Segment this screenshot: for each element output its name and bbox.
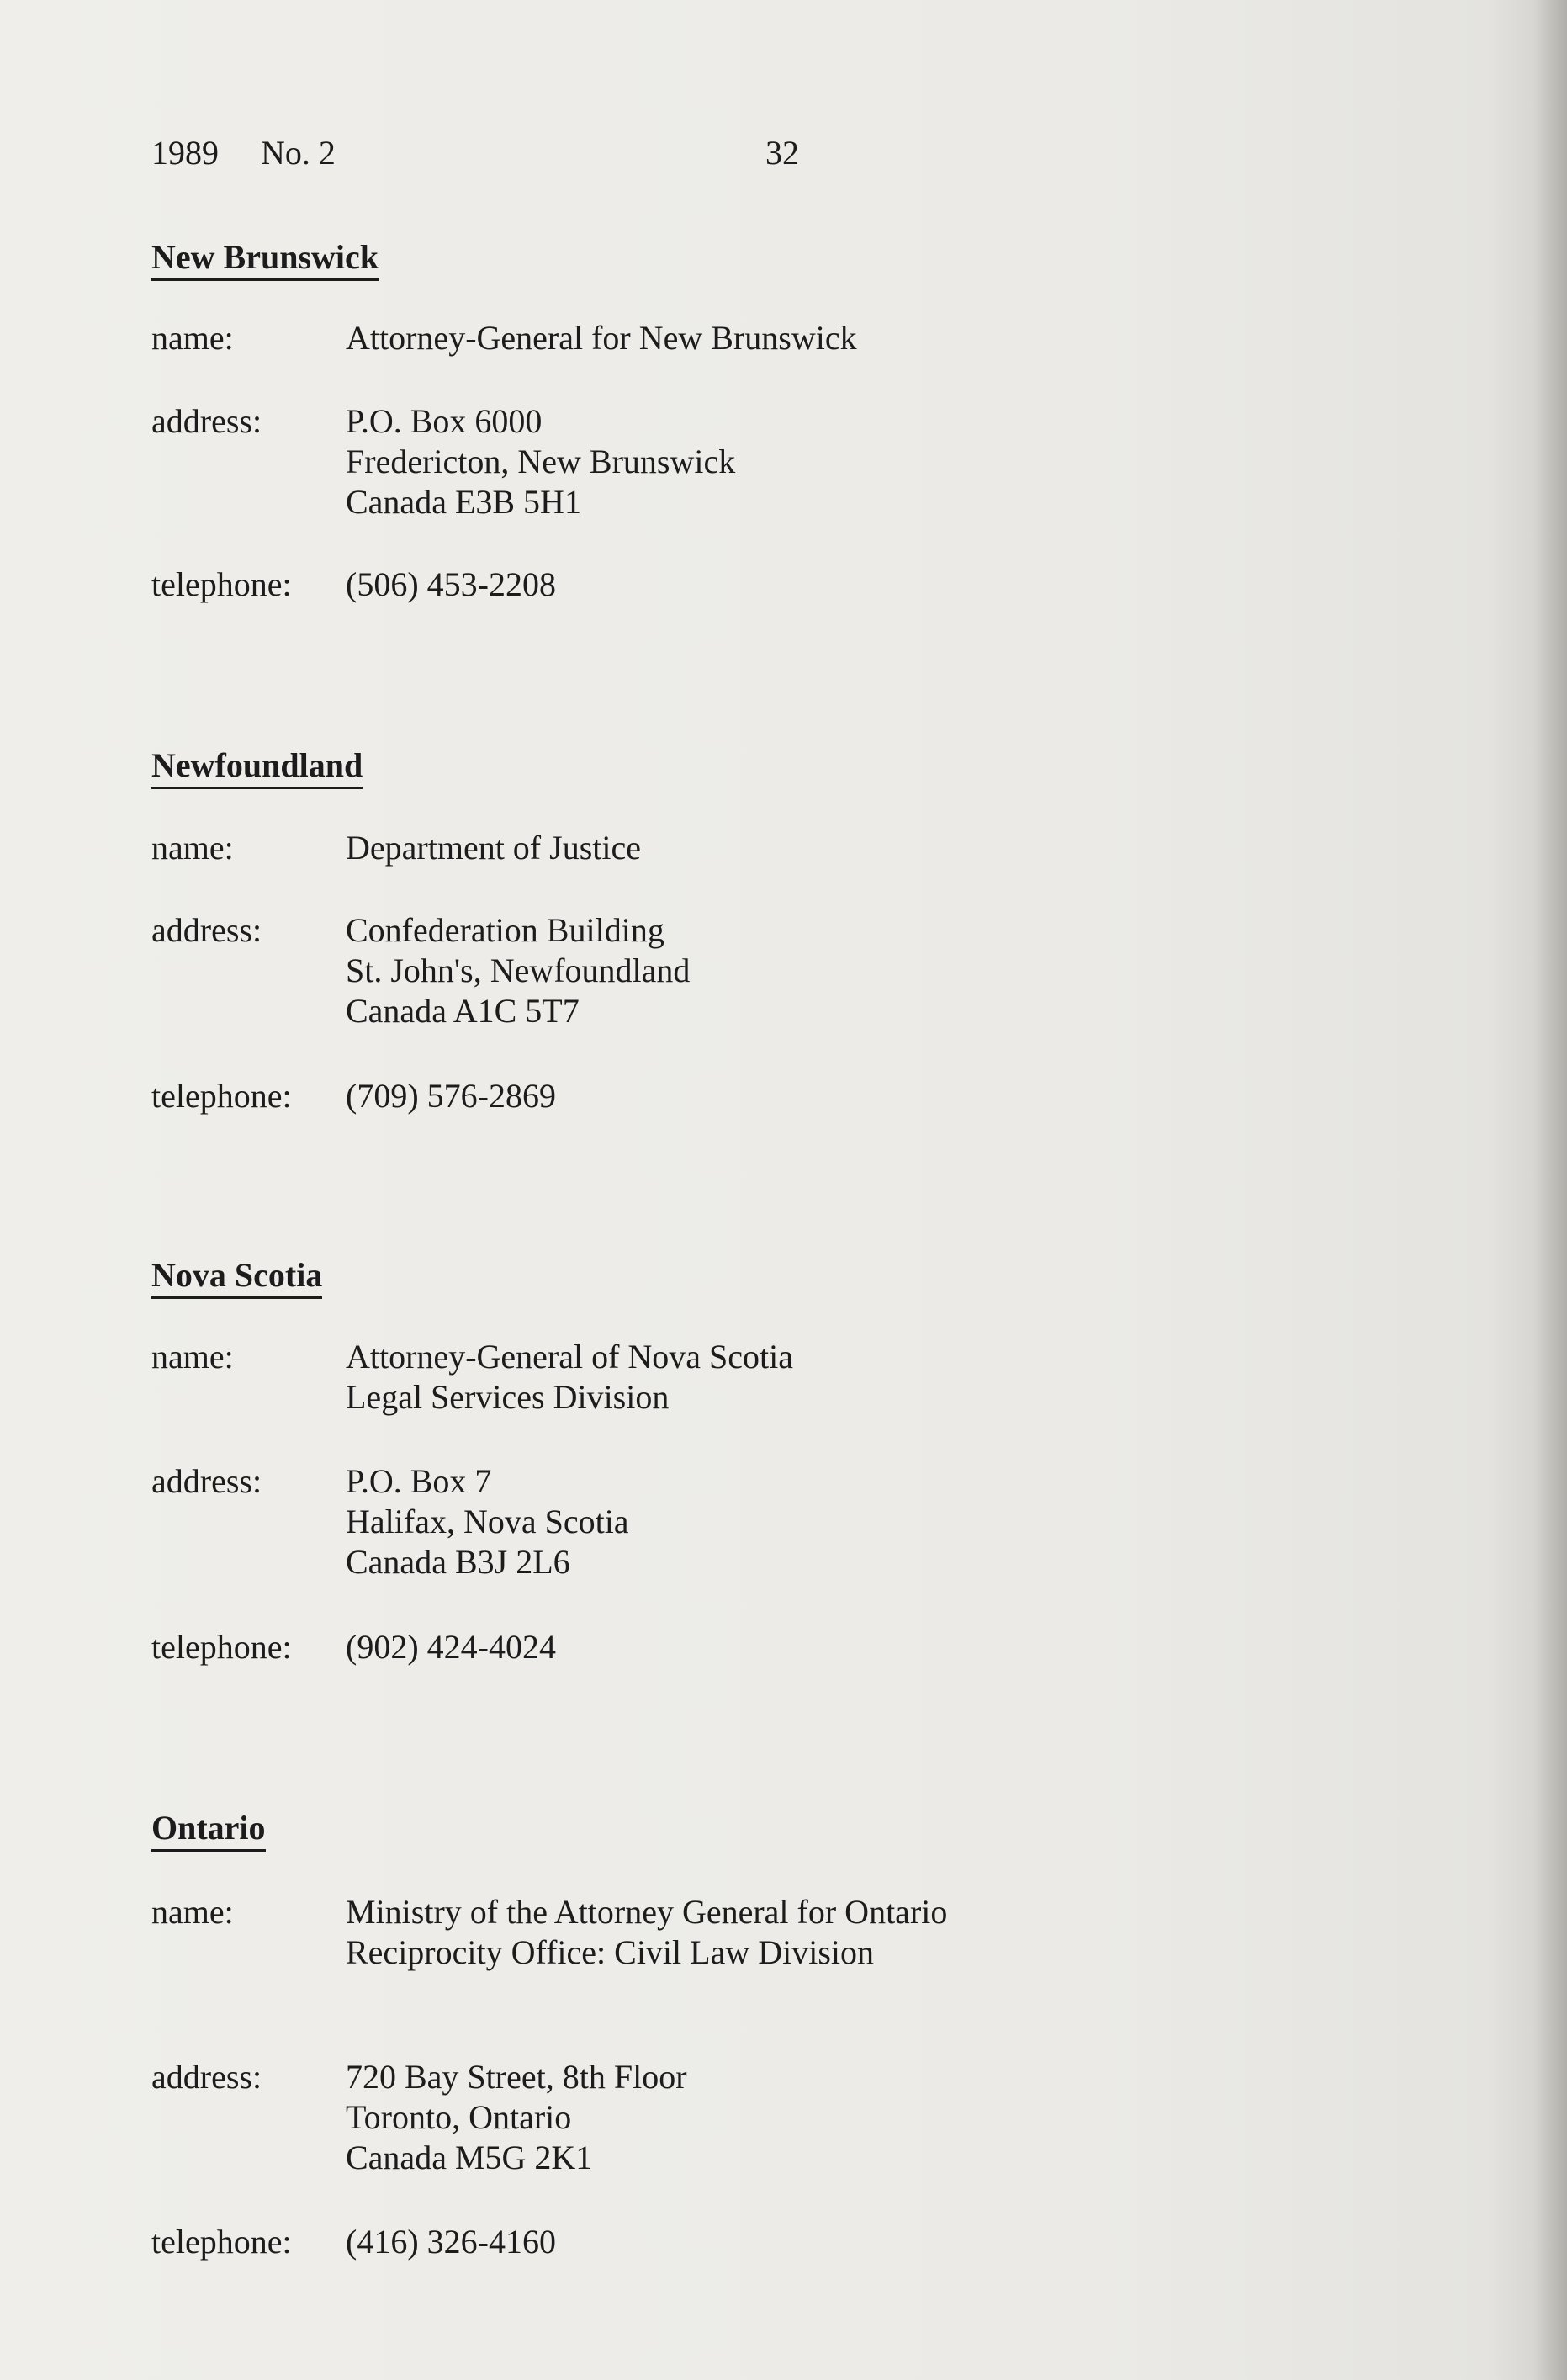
telephone-value bbox=[346, 2222, 556, 2262]
name-label: name: bbox=[151, 1893, 234, 1931]
section-title-new-brunswick: New Brunswick bbox=[151, 238, 379, 281]
telephone-number: (902) 424-4024 bbox=[346, 1628, 556, 1666]
page-number: 32 bbox=[765, 134, 799, 172]
address-line: 720 Bay Street, 8th Floor bbox=[346, 2058, 687, 2096]
address-line: St. John's, Newfoundland bbox=[346, 951, 691, 989]
address-line: Canada M5G 2K1 bbox=[346, 2139, 593, 2176]
address-line: Canada B3J 2L6 bbox=[346, 1543, 570, 1581]
name-line: Legal Services Division bbox=[346, 1378, 670, 1416]
section-title-newfoundland: Newfoundland bbox=[151, 746, 363, 789]
name-value bbox=[346, 318, 857, 358]
telephone-value bbox=[346, 565, 556, 605]
section-title-nova-scotia: Nova Scotia bbox=[151, 1256, 322, 1299]
address-line: Canada A1C 5T7 bbox=[346, 992, 580, 1030]
address-value bbox=[346, 1461, 629, 1582]
address-line: Fredericton, New Brunswick bbox=[346, 443, 736, 480]
address-line: Canada E3B 5H1 bbox=[346, 483, 581, 521]
telephone-label: telephone: bbox=[151, 1077, 292, 1115]
address-line: P.O. Box 7 bbox=[346, 1462, 492, 1500]
telephone-label: telephone: bbox=[151, 2223, 292, 2261]
name-label: name: bbox=[151, 319, 234, 357]
name-value bbox=[346, 828, 641, 868]
section-title-ontario: Ontario bbox=[151, 1809, 266, 1852]
telephone-number: (416) 326-4160 bbox=[346, 2223, 556, 2261]
name-line: Attorney-General of Nova Scotia bbox=[346, 1338, 794, 1376]
telephone-value bbox=[346, 1627, 556, 1667]
name-line: Reciprocity Office: Civil Law Division bbox=[346, 1933, 875, 1971]
header-year: 1989 bbox=[151, 134, 219, 172]
address-label: address: bbox=[151, 2058, 262, 2096]
telephone-label: telephone: bbox=[151, 1628, 292, 1666]
address-value bbox=[346, 2057, 687, 2178]
address-line: Halifax, Nova Scotia bbox=[346, 1503, 629, 1540]
name-value bbox=[346, 1337, 793, 1418]
address-value bbox=[346, 401, 735, 522]
binding-shadow bbox=[1533, 0, 1567, 2380]
name-value bbox=[346, 1892, 947, 1973]
telephone-number: (709) 576-2869 bbox=[346, 1077, 556, 1115]
address-label: address: bbox=[151, 402, 262, 440]
address-label: address: bbox=[151, 1462, 262, 1500]
address-label: address: bbox=[151, 911, 262, 949]
telephone-value bbox=[346, 1076, 556, 1116]
address-line: P.O. Box 6000 bbox=[346, 402, 543, 440]
name-line: Department of Justice bbox=[346, 829, 641, 867]
address-line: Confederation Building bbox=[346, 911, 664, 949]
telephone-number: (506) 453-2208 bbox=[346, 565, 556, 603]
name-line: Attorney-General for New Brunswick bbox=[346, 319, 857, 357]
address-line: Toronto, Ontario bbox=[346, 2098, 572, 2136]
header-issue: No. 2 bbox=[261, 134, 336, 172]
name-label: name: bbox=[151, 1338, 234, 1376]
name-line: Ministry of the Attorney General for Ontario bbox=[346, 1893, 948, 1931]
telephone-label: telephone: bbox=[151, 565, 292, 603]
name-label: name: bbox=[151, 829, 234, 867]
address-value bbox=[346, 910, 690, 1031]
